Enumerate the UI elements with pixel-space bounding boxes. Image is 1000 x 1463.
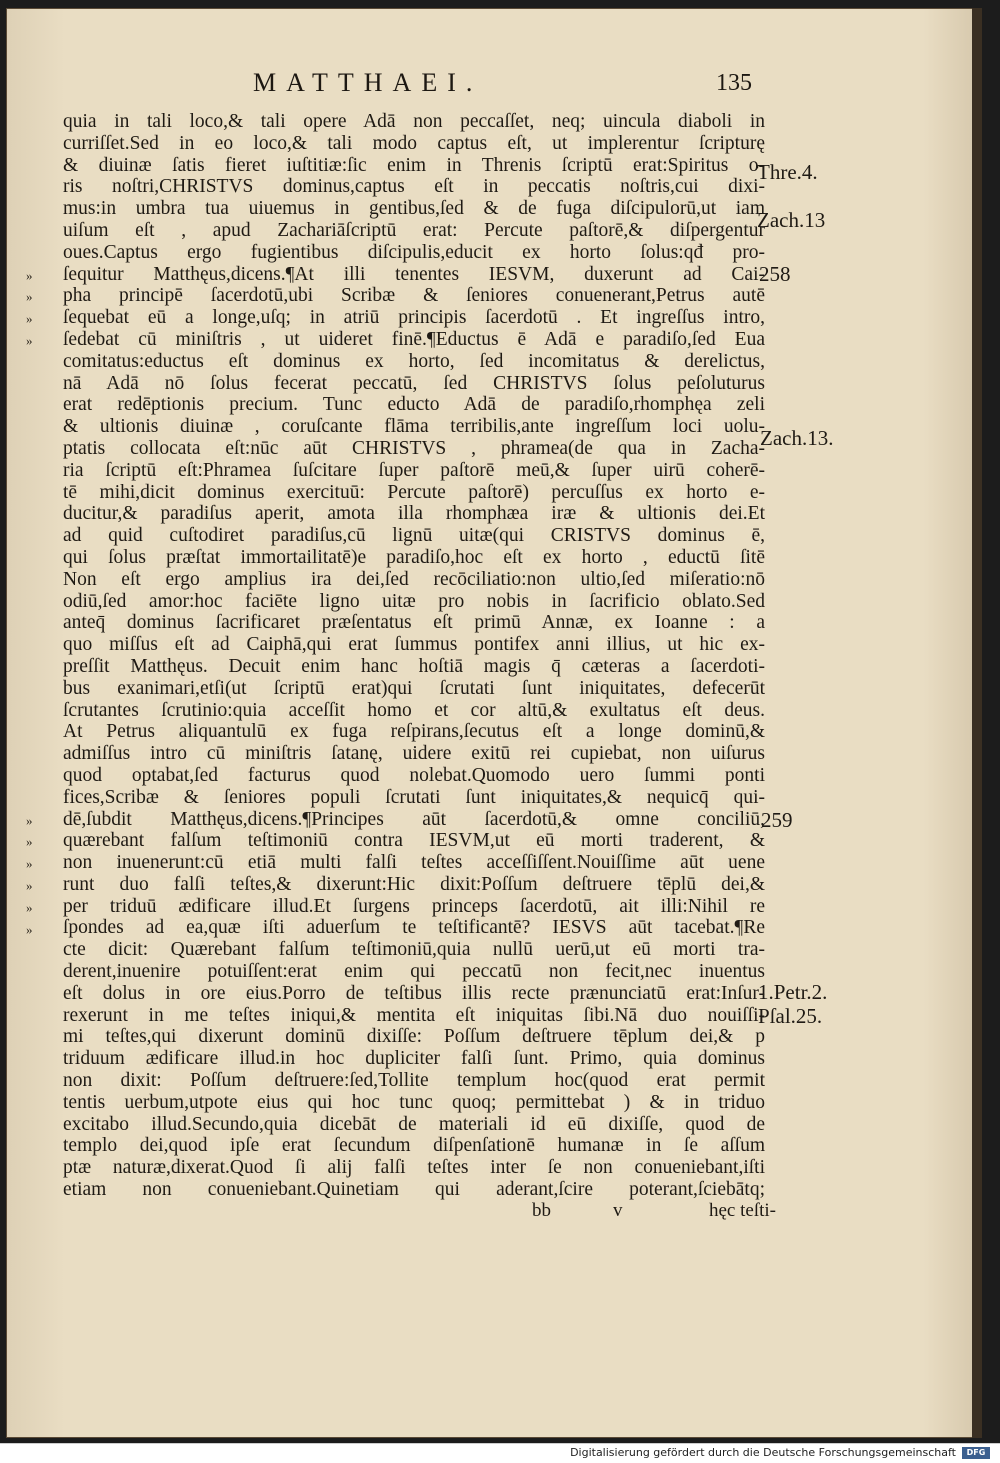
text-line: & diuinæ ſatis fieret iuſtitiæ:ſic enim in Threnis ſcriptū erat:Spiritus o-: [63, 154, 765, 176]
text-line: preſſit Matthęus. Decuit enim hanc hoſtiā magis q̄ cæteras a ſacerdoti-: [63, 655, 765, 677]
text-line: pha principē ſacerdotū,ubi Scribæ & ſeniores conuenerant,Petrus autē: [63, 285, 765, 307]
text-line: etiam non conueniebant.Quinetiam qui aderant,ſcire poterant,ſciebātq;: [63, 1179, 765, 1201]
text-line: quo miſſus eſt ad Caiphā,qui erat ſummus pontifex anni illius, ut hic ex-: [63, 634, 765, 656]
margin-note: Pſal.25.: [758, 1004, 823, 1028]
text-line: excitabo illud.Secundo,quia dicebāt de materiali id eū dixiſſe, quod de: [63, 1113, 765, 1135]
text-line: ptæ naturæ,dixerat.Quod ſi alij falſi teſtes inter ſe non conueniebant,iſti: [63, 1157, 765, 1179]
text-line: ad quid cuſtodiret paradiſus,cū lignū uitæ(qui CRISTVS dominus ē,: [63, 525, 765, 547]
text-line: admiſſus intro cū miniſtris ſatanę, uidere exitū rei cupiebat, non uiſurus: [63, 743, 765, 765]
text-line: ſedebat cū miniſtris , ut uideret finē.¶Eductus ē Adā e paradiſo,ſed Eua: [63, 328, 765, 350]
page-edge: [972, 8, 982, 1438]
catchword: hęc teſti-: [709, 1200, 776, 1221]
margin-note: Zach.13: [757, 208, 826, 232]
text-line: ſequitur Matthęus,dicens.¶At illi tenentes IESVM, duxerunt ad Cai-: [63, 263, 765, 285]
text-line: quod optabat,ſed facturus quod nolebat.Quomodo uero ſummi ponti: [63, 764, 765, 786]
margin-marker: »: [26, 878, 33, 893]
text-line: At Petrus aliquantulū ex fuga reſpirans,ſecutus eſt a longe dominū,&: [63, 721, 765, 743]
text-line: ſequebat eū a longe,uſq; in atriū principis ſacerdotū . Et ingreſſus intro,: [63, 307, 765, 329]
text-line: & ultionis diuinæ , coruſcante flāma terribilis,ante ingreſſum loci uolu-: [63, 416, 765, 438]
text-line: erat redēptionis precium. Tunc educto Adā de paradiſo,rhomphęa zeli: [63, 394, 765, 416]
text-line: quia in tali loco,& tali opere Adā non peccaſſet, neq; uincula diaboli in: [63, 111, 765, 132]
text-line: odiū,ſed amor:hoc faciēte ligno uitæ pro nobis in ſacrificio oblato.Sed: [63, 590, 765, 612]
text-line: fices,Scribæ & ſeniores populi ſcrutati ſunt iniquitates,& nequicq̄ qui-: [63, 786, 765, 808]
text-line: templo dei,quod ipſe erat ſecundum diſpenſationē humanæ in ſe aſſum: [63, 1135, 765, 1157]
text-line: tentis uerbum,utpote eius qui hoc tunc quoq; permittebat ) & in triduo: [63, 1091, 765, 1113]
margin-marker: »: [26, 267, 33, 283]
text-line: derent,inuenire potuiſſent:erat enim qui peccatū non fecit,nec inuentus: [63, 961, 765, 983]
text-line: ria ſcriptū eſt:Phramea ſuſcitare ſuper paſtorē meū,& ſuper uirū coherē-: [63, 459, 765, 481]
margin-marker: »: [26, 311, 33, 327]
text-line: triduum ædificare illud.in hoc dupliciter falſi ſunt. Primo, quia dominus: [63, 1048, 765, 1070]
margin-marker: »: [26, 289, 33, 305]
text-line: non inuenerunt:cū etiā multi falſi teſtes acceſſiſſent.Nouiſſime aūt uene: [63, 852, 765, 874]
text-line: quærebant falſum teſtimoniū contra IESVM,ut eū morti traderent, &: [63, 830, 765, 852]
text-line: comitatus:eductus eſt dominus ex horto, ſed incomitatus & derelictus,: [63, 350, 765, 372]
text-line: uiſum eſt , apud Zachariāſcriptū erat: Percute paſtorē,& diſpergentur: [63, 219, 765, 241]
funding-credit: Digitalisierung gefördert durch die Deutsche Forschungsgemeinschaft: [570, 1446, 956, 1459]
margin-note: 259: [761, 808, 793, 832]
page-number: 135: [716, 70, 752, 96]
text-line: cte dicit: Quærebant falſum teſtimoniū,quia nullū uerū,ut eū morti tra-: [63, 939, 765, 961]
text-line: Non eſt ergo amplius ira dei,ſed recōciliatio:non ultio,ſed miſeratio:nō: [63, 568, 765, 590]
margin-marker: »: [26, 921, 33, 937]
text-line: rexerunt in me teſtes iniqui,& mentita eſt iniquitas ſibi.Nā duo nouiſſi-: [63, 1004, 765, 1026]
text-line: dē,ſubdit Matthęus,dicens.¶Principes aūt ſacerdotū,& omne conciliū,: [63, 808, 765, 830]
margin-marker: »: [26, 333, 33, 348]
text-line: anteq̄ dominus ſacrificaret præſentatus eſt primū Annæ, ex Ioanne : a: [63, 612, 765, 634]
text-line: curriſſet.Sed in eo loco,& tali modo captus eſt, ut implerentur ſcripturę: [63, 132, 765, 154]
text-line: ducitur,& paradiſus aperit, amota illa rhomphæa iræ & ultionis dei.Et: [63, 503, 765, 525]
text-line: tē mihi,dicit dominus exercituū: Percute paſtorē) percuſſus ex horto e-: [63, 481, 765, 503]
body-text: [63, 111, 765, 1201]
signature-mark: bb: [532, 1200, 551, 1221]
margin-marker: »: [26, 899, 33, 915]
margin-note: Zach.13.: [760, 426, 834, 450]
text-line: bus exanimari,etſi(ut ſcriptū erat)qui ſcrutati ſunt iniquitates, defecerūt: [63, 677, 765, 699]
text-line: ris noſtri,CHRISTVS dominus,captus eſt in peccatis noſtris,cui dixi-: [63, 176, 765, 198]
text-line: per triduū ædificare illud.Et ſurgens princeps ſacerdotū, ait illi:Nihil re: [63, 895, 765, 917]
text-line: mi teſtes,qui dixerunt dominū dixiſſe: Poſſum deſtruere tēplum dei,& p: [63, 1026, 765, 1048]
text-line: ptatis collocata eſt:nūc aūt CHRISTVS , phramea(de qua in Zacha-: [63, 437, 765, 459]
text-line: non dixit: Poſſum deſtruere:ſed,Tollite templum hoc(quod erat permit: [63, 1070, 765, 1092]
footer-bar: [0, 1443, 1000, 1463]
text-line: eſt dolus in ore eius.Porro de teſtibus illis recte prænunciatū erat:Inſur-: [63, 982, 765, 1004]
text-line: oues.Captus ergo fugientibus diſcipulis,educit ex horto ſolus:qđ pro-: [63, 241, 765, 263]
text-line: nā Adā nō ſolus fecerat peccatū, ſed CHRISTVS ſolus peſoluturus: [63, 372, 765, 394]
margin-marker: »: [26, 834, 33, 850]
text-line: runt duo falſi teſtes,& dixerunt:Hic dixit:Poſſum deſtruere tēplū dei,&: [63, 873, 765, 895]
margin-marker: »: [26, 812, 33, 828]
running-head: MATTHAEI.: [253, 68, 483, 97]
margin-marker: »: [26, 856, 33, 872]
signature-number: v: [613, 1200, 623, 1221]
text-line: ſpondes ad ea,quæ iſti aduerſum te teſtificantē? IESVS aūt tacebat.¶Re: [63, 917, 765, 939]
book-page: [6, 8, 982, 1438]
text-line: qui ſolus præſtat immortailitatē)e paradiſo,hoc eſt ex horto , eductū ſitē: [63, 546, 765, 568]
margin-note: 1.Petr.2.: [758, 980, 828, 1004]
text-line: ſcrutantes ſcrutinio:quia acceſſit homo et cor altū,& exultatus eſt deus.: [63, 699, 765, 721]
text-line: mus:in umbra tua uiuemus in gentibus,ſed & de fuga diſcipulorū,ut iam: [63, 198, 765, 220]
margin-note: 258: [759, 262, 791, 286]
margin-note: Thre.4.: [757, 160, 818, 184]
dfg-logo: DFG: [962, 1447, 990, 1459]
